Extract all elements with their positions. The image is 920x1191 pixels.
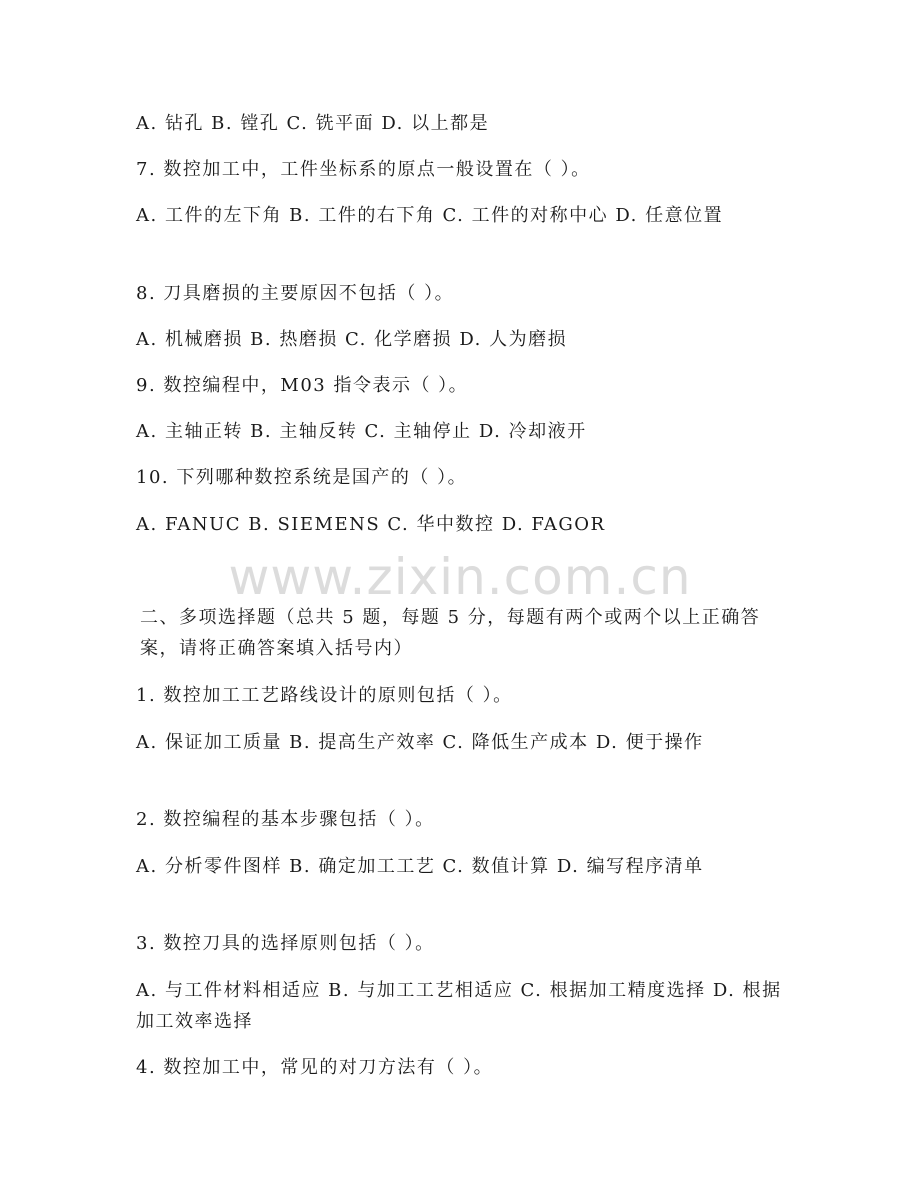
options-q9: A. 主轴正转 B. 主轴反转 C. 主轴停止 D. 冷却液开 — [136, 421, 587, 442]
section-heading-multiple-choice: 二、多项选择题（总共 5 题，每题 5 分，每题有两个或两个以上正确答案，请将正确答案填入括号内） — [140, 607, 761, 659]
mc-question-1: 1. 数控加工工艺路线设计的原则包括（ ）。 — [136, 685, 513, 706]
options-q7: A. 工件的左下角 B. 工件的右下角 C. 工件的对称中心 D. 任意位置 — [136, 205, 724, 226]
options-q6: A. 钻孔 B. 镗孔 C. 铣平面 D. 以上都是 — [136, 113, 490, 134]
mc-question-4: 4. 数控加工中，常见的对刀方法有（ ）。 — [136, 1057, 494, 1078]
mc-options-3: A. 与工件材料相适应 B. 与加工工艺相适应 C. 根据加工精度选择 D. 根据加工效率选择 — [136, 980, 782, 1032]
options-q8: A. 机械磨损 B. 热磨损 C. 化学磨损 D. 人为磨损 — [136, 329, 568, 350]
question-7: 7. 数控加工中，工件坐标系的原点一般设置在（ ）。 — [136, 159, 591, 180]
mc-options-1: A. 保证加工质量 B. 提高生产效率 C. 降低生产成本 D. 便于操作 — [136, 732, 704, 753]
options-q10: A. FANUC B. SIEMENS C. 华中数控 D. FAGOR — [136, 514, 606, 535]
mc-question-3: 3. 数控刀具的选择原则包括（ ）。 — [136, 933, 435, 954]
question-8: 8. 刀具磨损的主要原因不包括（ ）。 — [136, 283, 455, 304]
mc-question-2: 2. 数控编程的基本步骤包括（ ）。 — [136, 809, 435, 830]
watermark: www.zixin.com.cn — [228, 548, 692, 606]
question-9: 9. 数控编程中，M03 指令表示（ ）。 — [136, 375, 469, 396]
question-10: 10. 下列哪种数控系统是国产的（ ）。 — [136, 467, 468, 488]
mc-options-2: A. 分析零件图样 B. 确定加工工艺 C. 数值计算 D. 编写程序清单 — [136, 856, 704, 877]
